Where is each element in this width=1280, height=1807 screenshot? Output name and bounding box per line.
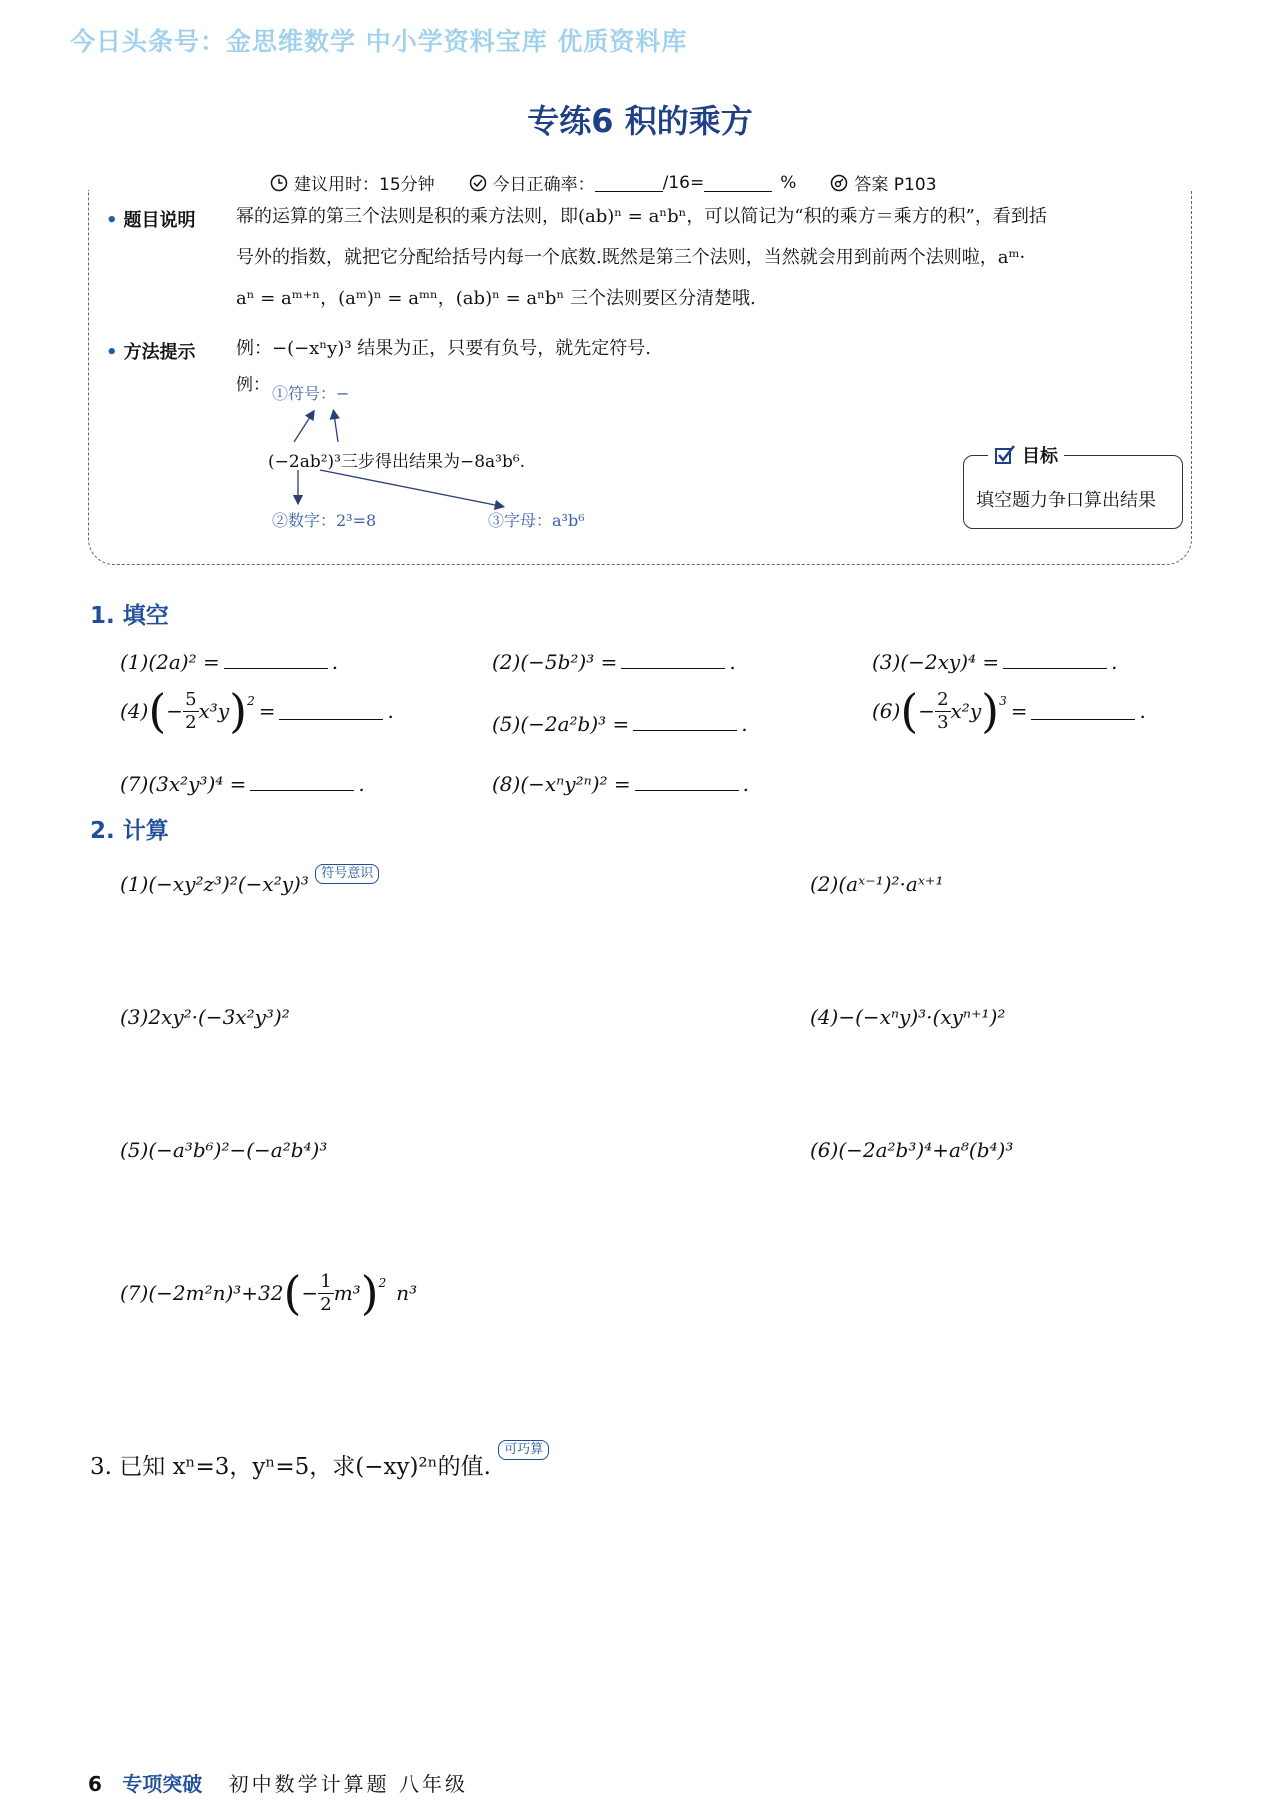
equals-sign: = (1010, 699, 1028, 723)
bullet-icon: • (106, 342, 118, 363)
section3-text: 3. 已知 xⁿ=3，yⁿ=5，求(−xy)²ⁿ的值. (90, 1454, 491, 1480)
calc-problem-5: (5)(−a³b⁶)²−(−a²b⁴)³ (120, 1138, 328, 1162)
fill-problem-7: (7)(3x²y³)⁴ = . (120, 772, 365, 796)
step-sign: ①符号：− (272, 384, 350, 403)
fill-problem-6-prefix: (6) (872, 699, 901, 723)
fill-problem-8: (8)(−xⁿy²ⁿ)² = . (492, 772, 749, 796)
header-banner: 今日头条号：金思维数学 中小学资料宝库 优质资料库 (70, 27, 688, 56)
fraction-denominator: 2 (320, 1293, 332, 1315)
clock-icon (270, 174, 288, 192)
fill-problem-1: (1)(2a)² = . (120, 650, 339, 674)
fill-problem-4: (4) ( − $\frac{5}{2}$ x³y ) $^2$ = . (120, 684, 394, 738)
clever-calc-tag: 可巧算 (498, 1440, 549, 1460)
exponent: 2 (247, 694, 255, 708)
example-arrows (260, 390, 560, 520)
answer-label: 答案 P103 (854, 175, 937, 195)
equals-sign: = (258, 699, 276, 723)
method-section (106, 338, 651, 369)
answer-blank[interactable] (1031, 703, 1135, 720)
exponent: 3 (999, 694, 1007, 708)
goal-label: 目标 (1022, 446, 1058, 467)
fraction (318, 1271, 333, 1316)
paren-open: ( (148, 684, 167, 738)
accuracy-mid: /16= (662, 172, 705, 193)
fraction (183, 689, 198, 734)
intro-line-3: aⁿ = aᵐ⁺ⁿ，(aᵐ)ⁿ = aᵐⁿ，(ab)ⁿ = aⁿbⁿ 三个法则要区分清楚哦. (236, 288, 756, 309)
answer-blank[interactable] (621, 652, 725, 669)
paren-close: ) (229, 684, 248, 738)
fraction-numerator: 5 (185, 688, 197, 710)
answer-blank[interactable] (224, 652, 328, 669)
page-title: 专练6 积的乘方 (527, 102, 753, 140)
intro-text (236, 196, 1047, 319)
accuracy-label: 今日正确率： (492, 175, 595, 195)
bullet-icon: • (106, 210, 118, 231)
calc-problem-2: (2)(aˣ⁻¹)²·aˣ⁺¹ (810, 872, 944, 896)
calc-problem-6: (6)(−2a²b³)⁴+a⁸(b⁴)³ (810, 1138, 1014, 1162)
method-label-wrap (106, 338, 236, 369)
footer (88, 1768, 468, 1797)
section3 (90, 1442, 549, 1481)
check-circle-icon (469, 174, 487, 192)
paren-open: ( (900, 684, 919, 738)
fraction-numerator: 1 (320, 1270, 332, 1292)
paren-close: ) (360, 1266, 379, 1320)
calc-problem-1 (120, 866, 379, 896)
step-number: ②数字：2³=8 (272, 511, 377, 530)
checkbox-icon (994, 444, 1016, 466)
answer-blank[interactable] (635, 774, 739, 791)
paren-open: ( (283, 1266, 302, 1320)
calc-problem-3: (3)2xy²·(−3x²y³)² (120, 1005, 290, 1029)
footer-book-title: 初中数学计算题 八年级 (228, 1772, 468, 1796)
footer-section: 专项突破 (122, 1772, 203, 1796)
fill-problem-6-tail: x²y (950, 699, 982, 723)
fill-problem-3: (3)(−2xy)⁴ = . (872, 650, 1118, 674)
fill-problem-2: (2)(−5b²)³ = . (492, 650, 736, 674)
accuracy-end: % (780, 172, 797, 193)
fraction-numerator: 2 (937, 688, 949, 710)
fill-problem-5-text: (5)(−2a²b)³ = (492, 712, 630, 736)
minus-sign: − (301, 1281, 319, 1305)
fill-problem-8-text: (8)(−xⁿy²ⁿ)² = (492, 772, 631, 796)
answer-blank[interactable] (633, 714, 737, 731)
exponent: 2 (378, 1276, 387, 1290)
fill-problem-1-text: (1)(2a)² = (120, 650, 220, 674)
calc-problem-1-text: (1)(−xy²z³)²(−x²y)³ (120, 872, 309, 896)
sign-awareness-tag: 符号意识 (315, 864, 379, 884)
example-prefix: 例： (236, 375, 270, 395)
calc-problem-4: (4)−(−xⁿy)³·(xyⁿ⁺¹)² (810, 1005, 1006, 1029)
example-expression: (−2ab²)³三步得出结果为−8a³b⁶. (268, 452, 526, 472)
key-icon (830, 174, 848, 192)
answer-blank[interactable] (250, 774, 354, 791)
goal-header (988, 442, 1064, 468)
fraction-denominator: 2 (185, 711, 197, 733)
intro-label: 题目说明 (123, 210, 196, 231)
section2-heading: 2. 计算 (90, 818, 169, 844)
arrow-to-sign-1 (294, 414, 312, 442)
minus-sign: − (918, 699, 936, 723)
arrow-to-sign-2 (334, 414, 338, 442)
fill-problem-4-tail: x³y (198, 699, 230, 723)
intro-line-1: 幂的运算的第三个法则是积的乘方法则，即(ab)ⁿ = aⁿbⁿ，可以简记为“积的乘方＝乘方的积”，看到括 (236, 206, 1047, 227)
fraction (935, 689, 950, 734)
time-label: 建议用时：15分钟 (294, 175, 435, 195)
intro-label-wrap (106, 206, 236, 319)
page-number: 6 (88, 1772, 102, 1796)
fill-problem-5: (5)(−2a²b)³ = . (492, 712, 748, 736)
paren-close: ) (981, 684, 1000, 738)
fill-problem-2-text: (2)(−5b²)³ = (492, 650, 618, 674)
goal-text: 填空题力争口算出结果 (976, 490, 1156, 511)
answer-blank[interactable] (1003, 652, 1107, 669)
method-label: 方法提示 (123, 342, 196, 363)
fill-problem-4-prefix: (4) (120, 699, 149, 723)
calc-problem-7-tail: m³ (333, 1281, 361, 1305)
answer-blank[interactable] (279, 703, 383, 720)
step-letter: ③字母：a³b⁶ (488, 511, 585, 530)
calc-problem-7 (120, 1266, 418, 1320)
arrow-to-letter (320, 470, 500, 506)
fill-problem-3-text: (3)(−2xy)⁴ = (872, 650, 1000, 674)
method-line-1: 例：−(−xⁿy)³ 结果为正，只要有负号，就先定符号. (236, 338, 651, 359)
fraction-denominator: 3 (937, 711, 949, 733)
fill-problem-7-text: (7)(3x²y³)⁴ = (120, 772, 247, 796)
intro-section (106, 206, 1186, 319)
section1-heading: 1. 填空 (90, 603, 169, 629)
minus-sign: − (166, 699, 184, 723)
fill-problem-6: (6) ( − $\frac{2}{3}$ x²y ) $^3$ = . (872, 684, 1146, 738)
calc-problem-7-prefix: (7)(−2m²n)³+32 (120, 1281, 284, 1305)
intro-line-2: 号外的指数，就把它分配给括号内每一个底数.既然是第三个法则，当然就会用到前两个法则啦，aᵐ· (236, 247, 1026, 268)
calc-problem-7-end: n³ (396, 1281, 418, 1305)
